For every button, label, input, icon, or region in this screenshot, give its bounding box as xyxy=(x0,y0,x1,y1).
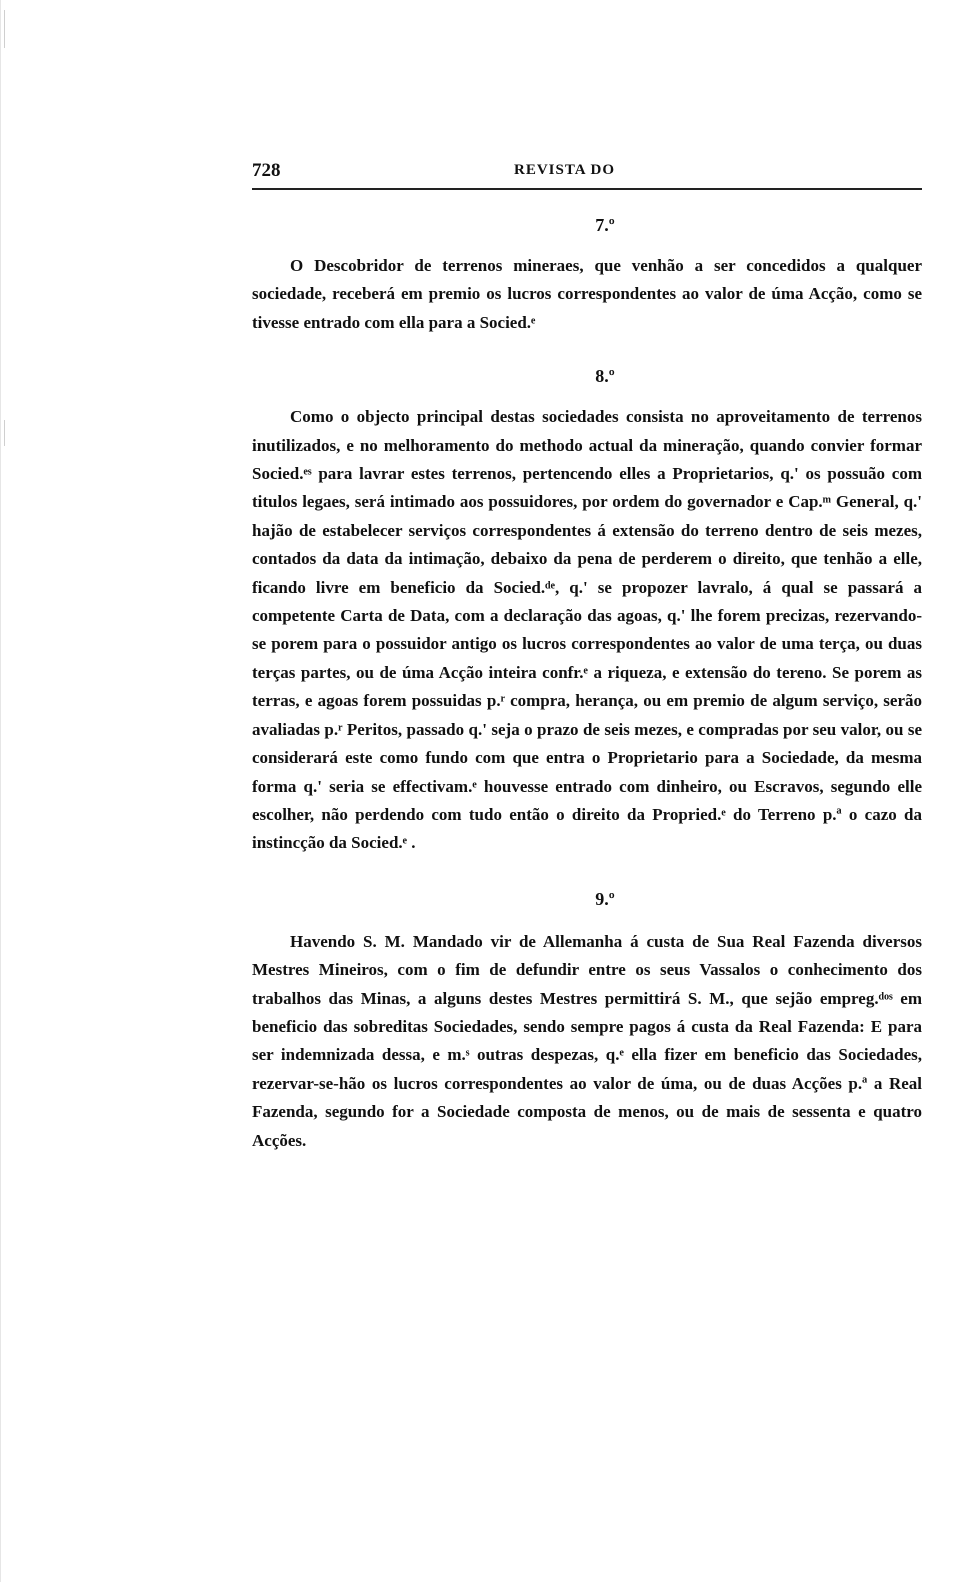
section-paragraph-7: O Descobridor de terrenos mineraes, que venhão a ser concedidos a qualquer sociedade, receberá em premio os lucros correspondentes ao valor de úma Acção, como se tivesse entrado com ella para a Socied.ᵉ xyxy=(252,256,922,332)
page-header xyxy=(252,158,922,190)
page-number: 728 xyxy=(252,160,281,181)
scan-margin xyxy=(0,0,25,1582)
running-head: REVISTA DO xyxy=(514,162,615,178)
document-page xyxy=(252,158,922,1155)
section-heading-9: 9.º xyxy=(595,888,615,909)
section-heading-8: 8.º xyxy=(595,366,615,387)
scan-artifact xyxy=(4,420,5,446)
section-paragraph-9: Havendo S. M. Mandado vir de Allemanha á custa de Sua Real Fazenda diversos Mestres Mineiros, com o fim de defundir entre os seus Vassalos o conhecimento dos trabalhos das Minas, a alguns destes Mestres permittirá S. M., que sejão empreg.ᵈᵒˢ em beneficio das sobreditas Sociedades, sendo sempre pagos á custa da Real Fazenda: E para ser indemnizada dessa, e m.ˢ outras despezas, q.ᵉ ella fizer em beneficio das Sociedades, rezervar-se-hão os lucros correspondentes ao valor de úma, ou de duas Acções p.ª a Real Fazenda, segundo for a Sociedade composta de menos, ou de mais de sessenta e quatro Acções. xyxy=(252,931,922,1150)
section-paragraph-8: Como o objecto principal destas sociedades consista no aproveitamento de terrenos inutilizados, e no melhoramento do methodo actual da mineração, quando convier formar Socied.ᵉˢ para lavrar estes terrenos, pertencendo elles a Proprietarios, q.' os possuão com titulos legaes, será intimado aos possuidores, por ordem do governador e Cap.ᵐ General, q.' hajão de estabelecer serviços correspondentes á extensão do terreno dentro de seis mezes, contados da data da intimação, debaixo da pena de perderem o direito, que tenhão a elle, ficando livre em beneficio da Socied.ᵈᵉ, q.' se propozer lavralo, á qual se passará a competente Carta de Data, com a declaração das agoas, q.' lhe forem precizas, rezervando-se porem para o possuidor antigo os lucros correspondentes ao valor de uma terça, ou duas terças partes, ou de úma Acção inteira confr.ᵉ a riqueza, e extensão do tereno. Se porem as terras, e agoas forem possuidas p.ʳ compra, herança, ou em premio de algum serviço, serão avaliadas p.ʳ Peritos, passado q.' seja o prazo de seis mezes, e compradas por seu valor, ou se considerará este como fundo com que entra o Proprietario para a Sociedade, da mesma forma q.' seria se effectivam.ᵉ houvesse entrado com dinheiro, ou Escravos, segundo elle escolher, não perdendo com tudo então o direito da Propried.ᵉ do Terreno p.ª o cazo da instincção da Socied.ᵉ . xyxy=(252,407,922,853)
section-heading-7: 7.º xyxy=(595,215,615,235)
scan-artifact xyxy=(4,10,5,48)
